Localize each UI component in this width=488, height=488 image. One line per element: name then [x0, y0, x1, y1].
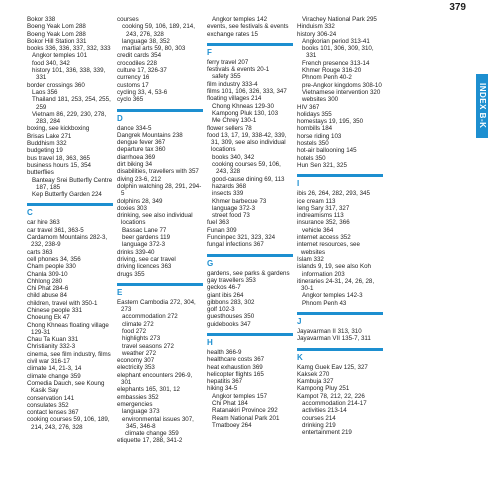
index-entry: ibis 26, 264, 282, 293, 345 — [297, 190, 370, 198]
index-entry: elephants 165, 301, 12 — [117, 386, 180, 394]
index-entry: currency 16 — [117, 74, 150, 82]
index-entry: gibbons 283, 302 — [207, 298, 255, 306]
index-entry: drinks 339-40 — [117, 248, 155, 256]
index-subentry: Kampong Pluk 130, 103 — [212, 109, 279, 117]
index-column — [27, 16, 113, 488]
index-subentry: accommodation 214-17 — [302, 400, 367, 408]
index-entry: films 101, 106, 326, 333, 347 — [207, 88, 287, 96]
index-entry: Jayavarman VII 135-7, 311 — [297, 335, 371, 343]
index-letter-heading: G — [207, 254, 293, 268]
index-entry: healthcare costs 367 — [207, 356, 265, 364]
index-entry: guidebooks 347 — [207, 320, 251, 328]
index-entry: butterflies — [27, 169, 54, 177]
index-entry: hepatitis 367 — [207, 378, 243, 386]
index-subentry: language 38, 352 — [122, 37, 170, 45]
index-entry: driving, see car travel — [117, 255, 176, 263]
index-subentry: martial arts 59, 80, 303 — [122, 45, 186, 53]
index-entry: hornbills 184 — [297, 125, 333, 133]
index-subentry: beer gardens 119 — [122, 234, 171, 242]
index-entry: Chanla 309-10 — [27, 270, 68, 278]
index-entry: islands 9, 19, see also Koh — [297, 263, 371, 271]
index-subentry: language 372-3 — [212, 204, 256, 212]
index-entry: Hun Sen 321, 325 — [297, 161, 347, 169]
index-entry: cinema, see film industry, films — [27, 350, 111, 358]
index-entry: Bokor Hill Station 331 — [27, 37, 87, 45]
index-entry: hot-air ballooning 145 — [297, 147, 357, 155]
index-subentry: Angkor temples 142-3 — [302, 292, 363, 300]
index-entry: elephant encounters 296-9, 301 — [117, 371, 193, 387]
index-subentry: Ream National Park 201 — [212, 414, 280, 422]
index-entry: Kampot 78, 212, 22, 226 — [297, 392, 365, 400]
index-entry: Bokor 338 — [27, 16, 56, 23]
index-entry: civil war 316-17 — [27, 358, 70, 366]
index-subentry: Phnom Penh 43 — [302, 299, 347, 307]
index-entry: fungal infections 367 — [207, 241, 264, 249]
index-entry: crocodiles 228 — [117, 59, 157, 67]
index-entry: health 366-9 — [207, 348, 242, 356]
index-subentry: books 101, 306, 309, 310, 331 — [302, 45, 374, 60]
index-subentry: travel seasons 272 — [122, 342, 174, 350]
index-subentry: information 203 — [302, 270, 345, 278]
index-entry: boxing, see kickboxing — [27, 125, 90, 133]
index-entry: diarrhoea 369 — [117, 153, 156, 161]
index-subentry: good-cause dining 69, 113 — [212, 175, 285, 183]
index-entry: doxies 303 — [117, 204, 147, 212]
index-entry: dengue fever 367 — [117, 139, 166, 147]
index-subentry: Banteay Srei Butterfly Centre 187, 185 — [32, 176, 113, 191]
index-subentry: Khmer Rouge 316-20 — [302, 67, 362, 75]
index-entry: Chong Khneas floating village 129-31 — [27, 321, 109, 336]
index-entry: flower sellers 78 — [207, 124, 252, 132]
index-entry: Hinduism 332 — [297, 23, 335, 31]
index-subentry: Angkor temples 157 — [212, 392, 268, 400]
index-entry: Kambuja 327 — [297, 378, 334, 386]
index-entry: events, see festivals & events — [207, 23, 289, 31]
index-entry: floating villages 214 — [207, 95, 262, 103]
index-entry: books 336, 336, 337, 332, 333 — [27, 45, 111, 53]
index-entry: Chau Ta Kuan 331 — [27, 336, 79, 344]
index-entry: conservation 141 — [27, 394, 75, 402]
index-entry: budgeting 19 — [27, 147, 63, 155]
index-entry: dirt biking 34 — [117, 161, 153, 169]
index-subentry: accommodation 272 — [122, 313, 178, 321]
index-entry: hostels 350 — [297, 140, 329, 148]
index-subentry: climate change 359 — [125, 430, 179, 438]
index-entry: ice cream 113 — [297, 197, 336, 205]
index-entry: consulates 352 — [27, 401, 69, 409]
index-column — [117, 16, 203, 488]
index-entry: gay travellers 353 — [207, 276, 256, 284]
index-entry: Jayavarman II 313, 310 — [297, 327, 362, 335]
index-subentry: French presence 313-14 — [302, 59, 370, 67]
index-letter-heading: I — [297, 174, 383, 188]
index-letter-heading: J — [297, 312, 383, 326]
index-entry: courses — [117, 16, 139, 23]
index-entry: holidays 355 — [297, 110, 332, 118]
index-entry: emergencies — [117, 400, 153, 408]
index-entry: Kamg Guek Eav 125, 327 — [297, 363, 368, 371]
index-entry: golf 102-3 — [207, 306, 235, 314]
index-entry: hotels 350 — [297, 154, 326, 162]
index-entry: border crossings 360 — [27, 81, 85, 89]
index-entry: internet resources, see websites — [297, 241, 360, 256]
index-subentry: highlights 273 — [122, 335, 161, 343]
index-section-tab: INDEX B-K — [476, 74, 488, 138]
index-entry: diving 23-6, 212 — [117, 175, 162, 183]
index-entry: horse riding 103 — [297, 132, 342, 140]
index-letter-heading: K — [297, 348, 383, 362]
index-subentry: websites 300 — [302, 96, 339, 104]
index-entry: Choeung Ek 47 — [27, 314, 70, 322]
index-subentry: Laos 356 — [32, 88, 58, 96]
index-entry: itineraries 24-31, 24, 26, 28, 30-1 — [297, 277, 375, 293]
index-entry: film industry 333-4 — [207, 80, 258, 88]
index-entry: Cardamom Mountains 282-3, 232, 238-9 — [27, 234, 108, 249]
index-entry: Funan 309 — [207, 226, 237, 234]
index-entry: Cham people 330 — [27, 263, 76, 271]
index-entry: Comedia Dauch, see Koung Kasik Say — [27, 379, 105, 395]
index-entry: Islam 332 — [297, 255, 324, 263]
index-entry: climate change 359 — [27, 372, 81, 380]
index-entry: festivals & events 20-1 — [207, 66, 270, 74]
page-number: 379 — [449, 2, 466, 13]
index-entry: contact lenses 367 — [27, 409, 79, 417]
index-entry: dolphins 28, 349 — [117, 197, 163, 205]
index-letter-heading: H — [207, 333, 293, 347]
index-entry: cooking courses 59, 106, 189, 214, 243, 276, 328 — [27, 416, 110, 431]
index-entry: Dangrek Mountains 238 — [117, 131, 183, 139]
index-entry: Ieng Sary 317, 327 — [297, 204, 350, 212]
index-subentry: language 372-3 — [122, 241, 166, 249]
index-entry: giant ibis 264 — [207, 291, 244, 299]
index-entry: dance 334-5 — [117, 124, 152, 132]
index-column — [297, 16, 383, 488]
index-subentry: Ratanakiri Province 292 — [212, 407, 278, 415]
index-subentry: insects 339 — [212, 190, 244, 198]
index-subentry: drinking 219 — [302, 421, 336, 429]
index-subentry: Phnom Penh 40-2 — [302, 74, 352, 82]
index-entry: Brisas Lake 271 — [27, 132, 72, 140]
index-subentry: Chi Phat 184 — [212, 400, 248, 408]
index-entry: Boeng Yeak Lom 288 — [27, 23, 86, 31]
index-entry: insurance 352, 366 — [297, 219, 350, 227]
index-subentry: Vietnamese intervention 320 — [302, 88, 381, 96]
index-entry: business hours 15, 354 — [27, 161, 91, 169]
index-entry: drugs 355 — [117, 270, 145, 278]
index-entry: heat exhaustion 369 — [207, 363, 263, 371]
index-entry: exchange rates 15 — [207, 30, 258, 38]
index-subentry: Virachey National Park 295 — [302, 16, 377, 23]
index-subentry: Angkor temples 142 — [212, 16, 268, 23]
index-subentry: Vietnam 86, 229, 230, 278, 283, 284 — [32, 110, 107, 126]
index-subentry: activities 213-14 — [302, 407, 347, 415]
index-subentry: Thailand 181, 253, 254, 255, 259 — [32, 96, 111, 111]
index-subentry: courses 214 — [302, 414, 336, 422]
index-entry: helicopter flights 165 — [207, 370, 264, 378]
index-entry: Kampong Pluy 251 — [297, 385, 350, 393]
index-entry: food 13, 17, 19, 338-42, 339, 31, 309, see also individual locations — [207, 131, 287, 154]
index-subentry: Angkor temples 101 — [32, 52, 88, 60]
index-letter-heading: D — [117, 109, 203, 123]
index-entry: guesthouses 350 — [207, 313, 255, 321]
index-entry: cyclo 365 — [117, 96, 144, 104]
index-subentry: language 373 — [122, 408, 160, 416]
index-subentry: cooking 59, 106, 189, 214, 243, 276, 328 — [122, 23, 195, 38]
index-column — [207, 16, 293, 488]
index-entry: carts 363 — [27, 248, 53, 256]
index-entry: etiquette 17, 288, 341-2 — [117, 437, 183, 445]
index-subentry: cooking courses 59, 106, 243, 328 — [212, 161, 281, 176]
index-entry: disabilities, travellers with 357 — [117, 168, 199, 176]
index-entry: Eastern Cambodia 272, 304, 273 — [117, 298, 196, 314]
index-entry: hiking 34-5 — [207, 385, 238, 393]
index-entry: internet access 352 — [297, 234, 351, 242]
index-entry: Funcinpec 321, 323, 324 — [207, 234, 276, 242]
index-entry: culture 17, 326-37 — [117, 67, 167, 75]
index-entry: Kaksek 270 — [297, 370, 330, 378]
index-subentry: food 340, 342 — [32, 59, 70, 67]
index-entry: driving licences 363 — [117, 263, 172, 271]
index-subentry: environmental issues 307, 345, 346-8 — [122, 415, 194, 430]
index-subentry: safety 355 — [212, 73, 241, 81]
index-subentry: vehicle 364 — [302, 226, 334, 234]
index-subentry: climate 272 — [122, 320, 154, 328]
index-entry: car travel 361, 363-5 — [27, 226, 84, 234]
index-entry: embassies 352 — [117, 393, 159, 401]
index-columns — [27, 16, 477, 488]
index-entry: Buddhism 332 — [27, 140, 67, 148]
index-subentry: Me Chrey 130-1 — [212, 117, 257, 125]
index-subentry: Kep Butterfly Garden 224 — [32, 191, 102, 199]
index-entry: bus travel 18, 363, 365 — [27, 154, 90, 162]
index-subentry: Angkorian period 313-41 — [302, 37, 370, 45]
index-letter-heading: F — [207, 43, 293, 57]
index-entry: dolphin watching 28, 291, 294-5 — [117, 182, 202, 198]
index-entry: HIV 367 — [297, 103, 320, 111]
index-entry: Chi Phat 284-6 — [27, 285, 69, 293]
index-entry: climate 14, 21-3, 14 — [27, 365, 82, 373]
index-entry: children, travel with 350-1 — [27, 299, 98, 307]
index-entry: cycling 33, 4, 53-6 — [117, 88, 168, 96]
index-subentry: pre-Angkor kingdoms 308-10 — [302, 81, 382, 89]
index-entry: credit cards 354 — [117, 52, 162, 60]
index-entry: electricity 353 — [117, 364, 155, 372]
index-entry: car hire 363 — [27, 219, 60, 227]
index-entry: departure tax 360 — [117, 146, 166, 154]
index-letter-heading: C — [27, 203, 113, 217]
index-entry: economy 307 — [117, 357, 155, 365]
index-entry: drinking, see also individual locations — [117, 212, 193, 227]
index-entry: ferry travel 207 — [207, 58, 249, 66]
index-entry: customs 17 — [117, 81, 149, 89]
index-entry: homestays 19, 195, 350 — [297, 118, 364, 126]
index-subentry: entertainment 219 — [302, 429, 352, 437]
index-subentry: Tmatboey 264 — [212, 421, 252, 429]
index-entry: Christianity 332-3 — [27, 343, 76, 351]
index-entry: geckos 46-7 — [207, 284, 241, 292]
index-subentry: food 272 — [122, 327, 147, 335]
index-entry: child abuse 84 — [27, 292, 67, 300]
index-entry: history 306-24 — [297, 30, 337, 38]
index-subentry: street food 73 — [212, 212, 250, 220]
index-subentry: weather 272 — [122, 349, 157, 357]
index-entry: fuel 363 — [207, 219, 230, 227]
index-entry: indreamisms 113 — [297, 212, 344, 220]
index-entry: Chinese people 331 — [27, 306, 83, 314]
index-subentry: books 340, 342 — [212, 153, 255, 161]
index-entry: cell phones 34, 356 — [27, 255, 81, 263]
index-entry: Boeng Yeak Lom 288 — [27, 30, 86, 38]
index-entry: Chhlong 280 — [27, 277, 63, 285]
index-subentry: history 101, 336, 338, 339, 331 — [32, 67, 106, 82]
index-subentry: hazards 368 — [212, 182, 247, 190]
index-subentry: Bassac Lane 77 — [122, 226, 167, 234]
index-entry: gardens, see parks & gardens — [207, 269, 290, 277]
index-subentry: Khmer barbecue 73 — [212, 197, 267, 205]
index-subentry: Chong Khneas 129-30 — [212, 102, 274, 110]
index-letter-heading: E — [117, 283, 203, 297]
